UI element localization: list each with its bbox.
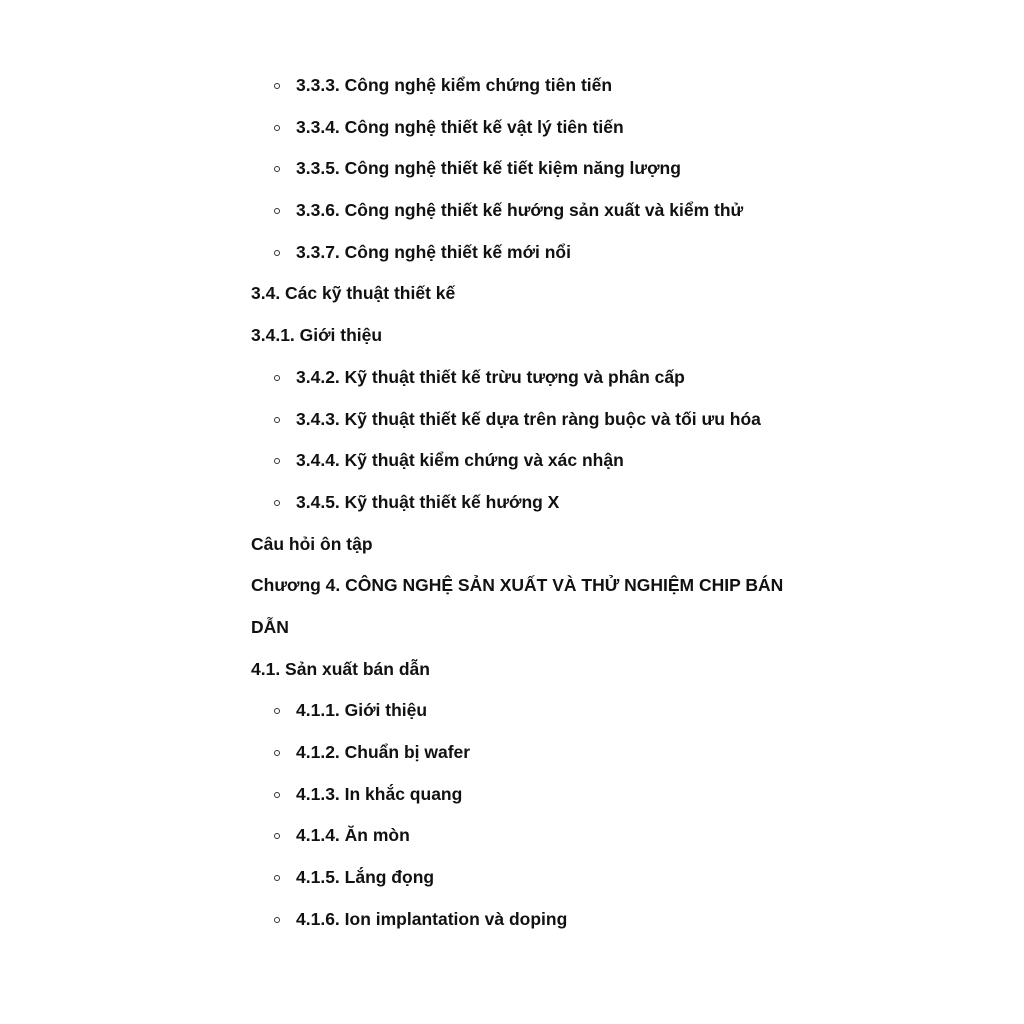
toc-item[interactable]	[0, 690, 1024, 732]
toc-section-heading[interactable]	[0, 273, 1024, 315]
toc-item-label: 4.1.4. Ăn mòn	[296, 825, 410, 846]
toc-chapter-heading-continuation[interactable]	[0, 607, 1024, 649]
toc-item-label: 4.1.1. Giới thiệu	[296, 700, 428, 721]
toc-item-label: 4.1.5. Lắng đọng	[296, 867, 435, 888]
circle-bullet-icon	[274, 750, 280, 756]
toc-item[interactable]	[0, 482, 1024, 524]
toc-item[interactable]	[0, 732, 1024, 774]
circle-bullet-icon	[274, 375, 280, 381]
toc-item-label: DẪN	[251, 616, 289, 637]
toc-item-label: 3.3.5. Công nghệ thiết kế tiết kiệm năng lượng	[296, 158, 681, 179]
toc-item[interactable]	[0, 815, 1024, 857]
toc-item[interactable]	[0, 440, 1024, 482]
circle-bullet-icon	[274, 875, 280, 881]
toc-item-label: 3.3.6. Công nghệ thiết kế hướng sản xuất và kiểm thử	[296, 200, 744, 221]
toc-item[interactable]	[0, 774, 1024, 816]
circle-bullet-icon	[274, 917, 280, 923]
circle-bullet-icon	[274, 208, 280, 214]
circle-bullet-icon	[274, 833, 280, 839]
toc-item[interactable]	[0, 65, 1024, 107]
toc-section-heading[interactable]	[0, 649, 1024, 691]
toc-item-label: 3.4.2. Kỹ thuật thiết kế trừu tượng và phân cấp	[296, 366, 685, 387]
toc-item-label: Chương 4. CÔNG NGHỆ SẢN XUẤT VÀ THỬ NGHIỆM CHIP BÁN	[251, 575, 784, 596]
toc-item[interactable]	[0, 190, 1024, 232]
toc-section-heading[interactable]	[0, 315, 1024, 357]
toc-item-label: 3.3.7. Công nghệ thiết kế mới nổi	[296, 241, 571, 262]
toc-item-label: 4.1. Sản xuất bán dẫn	[251, 658, 430, 679]
circle-bullet-icon	[274, 458, 280, 464]
toc-item[interactable]	[0, 857, 1024, 899]
toc-item-label: Câu hỏi ôn tập	[251, 533, 373, 554]
circle-bullet-icon	[274, 417, 280, 423]
toc-item-label: 3.4.1. Giới thiệu	[251, 325, 383, 346]
toc-item-label: 3.4. Các kỹ thuật thiết kế	[251, 283, 456, 304]
circle-bullet-icon	[274, 792, 280, 798]
toc-item[interactable]	[0, 357, 1024, 399]
table-of-contents	[0, 65, 1024, 940]
toc-item[interactable]	[0, 107, 1024, 149]
toc-section-heading[interactable]	[0, 524, 1024, 566]
circle-bullet-icon	[274, 166, 280, 172]
toc-item-label: 3.3.3. Công nghệ kiểm chứng tiên tiến	[296, 75, 613, 95]
toc-item-label: 3.4.3. Kỹ thuật thiết kế dựa trên ràng buộc và tối ưu hóa	[296, 408, 761, 429]
circle-bullet-icon	[274, 125, 280, 131]
toc-item-label: 3.4.4. Kỹ thuật kiểm chứng và xác nhận	[296, 450, 624, 471]
circle-bullet-icon	[274, 500, 280, 506]
circle-bullet-icon	[274, 83, 280, 89]
toc-item-label: 3.3.4. Công nghệ thiết kế vật lý tiên tiến	[296, 116, 624, 137]
toc-item-label: 4.1.2. Chuẩn bị wafer	[296, 742, 471, 762]
toc-item-label: 3.4.5. Kỹ thuật thiết kế hướng X	[296, 491, 560, 512]
toc-item[interactable]	[0, 232, 1024, 274]
circle-bullet-icon	[274, 250, 280, 256]
toc-item[interactable]	[0, 148, 1024, 190]
circle-bullet-icon	[274, 708, 280, 714]
toc-item[interactable]	[0, 899, 1024, 941]
toc-chapter-heading[interactable]	[0, 565, 1024, 607]
toc-item-label: 4.1.3. In khắc quang	[296, 783, 463, 804]
toc-item[interactable]	[0, 399, 1024, 441]
toc-item-label: 4.1.6. Ion implantation và doping	[296, 908, 568, 929]
